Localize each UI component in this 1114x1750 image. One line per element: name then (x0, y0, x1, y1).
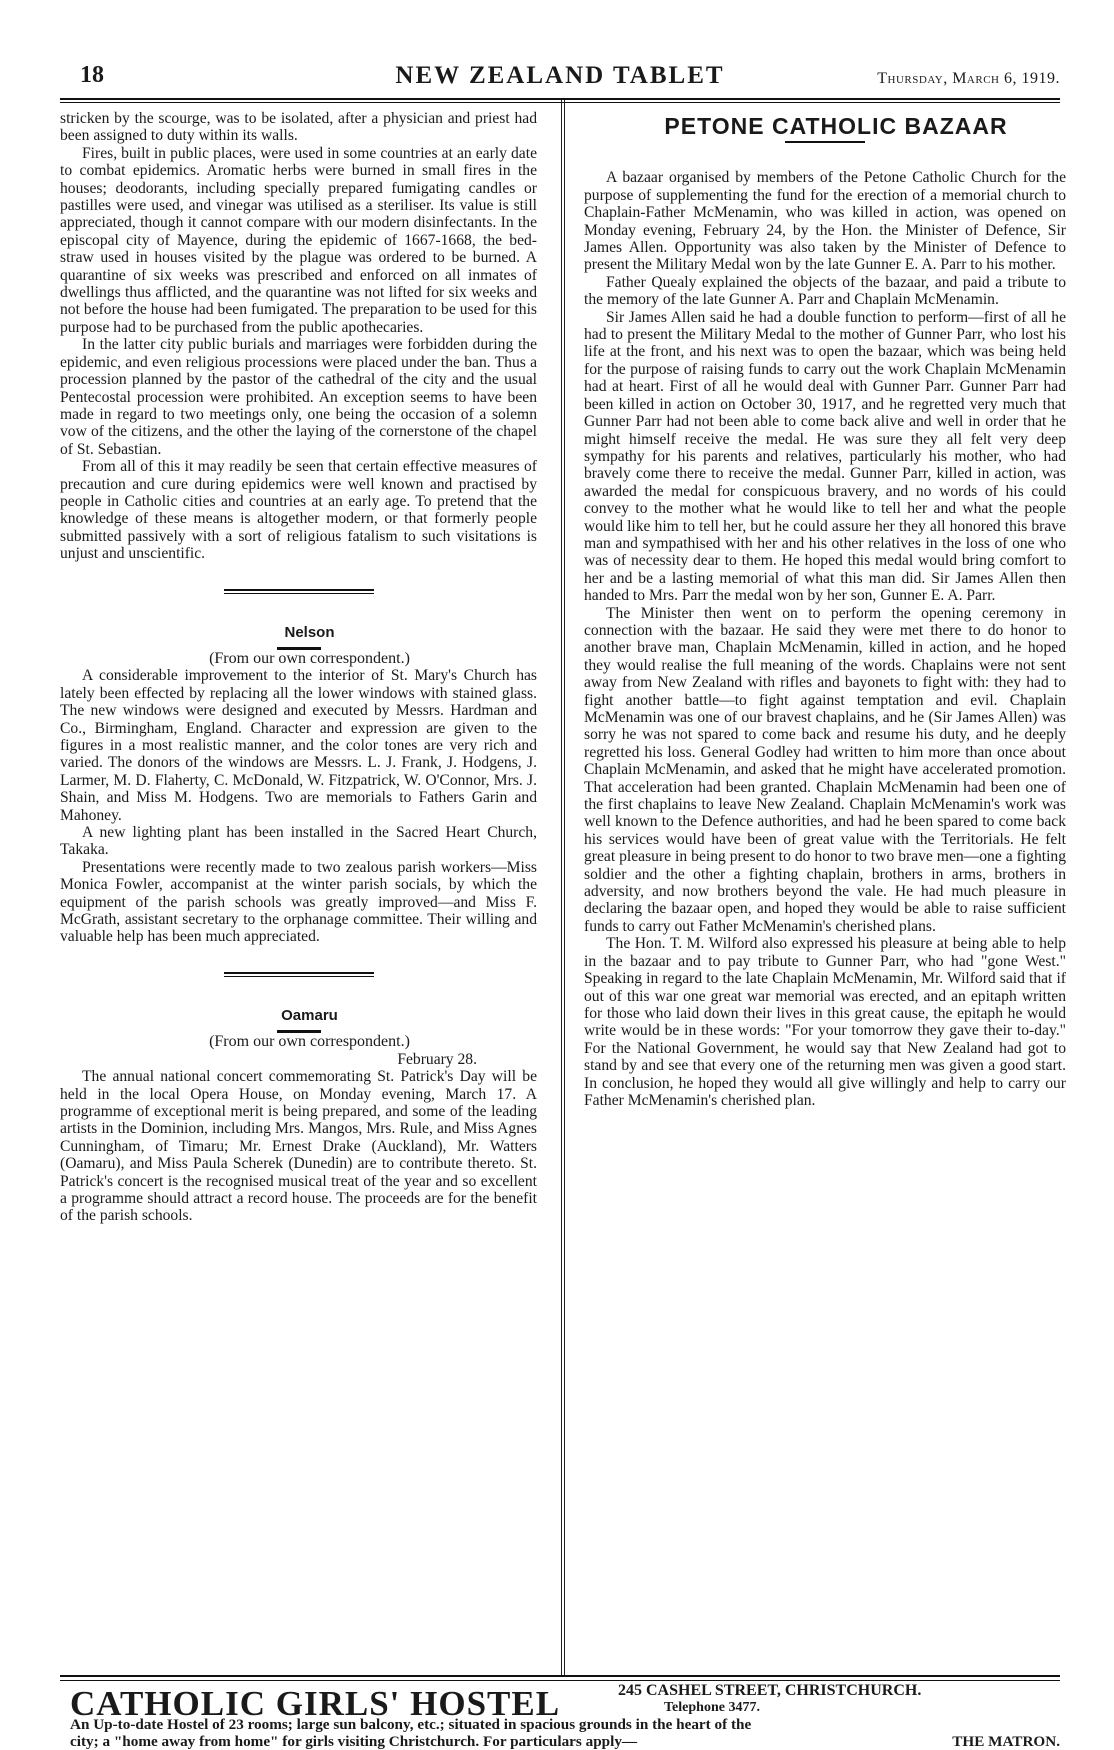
bazaar-paragraph: A bazaar organised by members of the Petone Catholic Church for the purpose of supplementing the fund for the erection of a memorial church to Chaplain-Father McMenamin, who was killed in action, was opened on Monday evening, February 24, by the Hon. the Minister of Defence, Sir James Allen. Opportunity was also taken by the Minister of Defence to present the Military Medal won by the late Gunner E. A. Parr to his mother. (584, 169, 1066, 274)
bazaar-paragraph: Father Quealy explained the objects of the bazaar, and paid a tribute to the memory of the late Gunner A. Parr and Chaplain McMenamin. (584, 273, 1066, 309)
article-paragraph: Fires, built in public places, were used in some countries at an early date to combat epidemics. Aromatic herbs were burned in small fires in the houses; deodorants, including specially prepared fumigating candles or pastilles were used, and vinegar was utilised as a steriliser. Its value is still appreciated, though it cannot compare with our modern disinfectants. In the episcopal city of Mayence, during the epidemic of 1667-1668, the bed-straw used in houses visited by the plague was ordered to be burned. A quarantine of six weeks was prescribed and enforced on all inmates of dwellings thus afflicted, and the quarantine was not lifted for six weeks and not before the house had been fumigated. The preparation to be used for this purpose had to be purchased from the public apothecaries. (60, 144, 537, 336)
bazaar-paragraph: Sir James Allen said he had a double function to perform—first of all he had to present the Military Medal to the mother of Gunner Parr, who lost his life at the front, and his next was to open the bazaar, which was being held for the purpose of raising funds to carry out the work Chaplain McMenamin had at heart. First of all he would deal with Gunner Parr. Gunner Parr had been killed in action on October 30, 1917, and he regretted very much that Gunner Parr had not been able to come back alive and well in order that he might himself receive the medal. He was sure they all felt very deep sympathy for his parents and relatives, particularly his mother, who had bravely come there to receive the medal. Gunner Parr, killed in action, was awarded the medal for conspicuous bravery, and no words of his could convey to the mother what he would like to tell her and what the people would like him to tell her, but he could assure her they all honored this brave man and sympathised with her and his other relatives in the loss of one who was of necessity dear to them. He hoped this medal would bring comfort to her and be a lasting memorial of what this man did. Sir James Allen then handed to Mrs. Parr the medal won by her son, Gunner E. A. Parr. (584, 308, 1066, 605)
nelson-paragraph: A considerable improvement to the interior of St. Mary's Church has lately been effected by replacing all the lower windows with stained glass. The new windows were designed and executed by Messrs. Hardman and Co., Birmingham, England. Character and expression are given to the figures in a most realistic manner, and the color tones are very rich and varied. The donors of the windows are Messrs. L. J. Frank, J. Hodgens, J. Larmer, M. D. Flaherty, C. McDonald, W. Fitzpatrick, W. O'Connor, Mrs. J. Shain, and Miss M. Hodgens. Two are memorials to Fathers Garin and Mahoney. (60, 667, 537, 824)
ad-address: 245 CASHEL STREET, CHRISTCHURCH. (618, 1682, 922, 1699)
footer-rule (60, 1675, 1060, 1677)
ad-telephone: Telephone 3477. (664, 1700, 760, 1715)
heading-rule (785, 141, 865, 143)
header-rule-thin (60, 102, 1060, 103)
nelson-correspondent: (From our own correspondent.) (209, 649, 410, 667)
masthead: NEW ZEALAND TABLET (395, 62, 725, 89)
nelson-paragraph: Presentations were recently made to two zealous parish workers—Miss Monica Fowler, accompanist at the winter parish socials, by which the equipment of the parish schools was greatly improved—and Miss F. McGrath, assistant secretary to the orphanage committee. Their willing and valuable help has been much appreciated. (60, 858, 537, 946)
bazaar-heading: PETONE CATHOLIC BAZAAR (664, 113, 1008, 139)
article-paragraph: stricken by the scourge, was to be isolated, after a physician and priest had been assigned to duty within its walls. (60, 110, 537, 145)
page-header (60, 62, 1060, 94)
article-paragraph: In the latter city public burials and marriages were forbidden during the epidemic, and even religious processions were placed under the ban. Thus a procession planned by the pastor of the cathedral of the city and the usual Pentecostal procession were prohibited. An exception seems to have been made in regard to two meetings only, one being the occasion of a solemn vow of the citizens, and the other the laying of the cornerstone of the chapel of St. Sebastian. (60, 336, 537, 458)
ad-body (70, 1716, 1060, 1750)
right-column (584, 113, 1066, 1109)
ad-title: CATHOLIC GIRLS' HOSTEL (70, 1684, 561, 1723)
section-separator (224, 589, 374, 594)
column-divider (561, 100, 562, 1675)
footer-rule-thin (60, 1680, 1060, 1681)
ad-contact: THE MATRON. (952, 1733, 1060, 1750)
nelson-paragraph: A new lighting plant has been installed in the Sacred Heart Church, Takaka. (60, 824, 537, 859)
dateline: Thursday, March 6, 1919. (877, 70, 1060, 87)
article-paragraph: From all of this it may readily be seen that certain effective measures of precaution and cure during epidemics were well known and practised by people in Catholic cities and countries at an early age. To pretend that the knowledge of these means is altogether modern, or that formerly people submitted passively with a sort of religious fatalism to such visitations is unjust and unscientific. (60, 458, 537, 563)
bazaar-paragraph: The Minister then went on to perform the opening ceremony in connection with the bazaar. He said they were met there to do honor to another brave man, Chaplain McMenamin, killed in action, and he hoped they would realise the full meaning of the words. Chaplains were not sent away from New Zealand with rifles and bayonets to fight with: they had to fight another battle—to fight against temptation and evil. Chaplain McMenamin was one of our bravest chaplains, and he (Sir James Allen) was sorry he was not spared to come back and resume his duty, and he deeply regretted his loss. General Godley had written to him more than once about Chaplain McMenamin, and asked that he might have accelerated promotion. That acceleration had been granted. Chaplain McMenamin had been one of the first chaplains to leave New Zealand. Chaplain McMenamin's work was well known to the Defence authorities, and had he been spared to come back his services would have been of great value with the Territorials. He felt great pleasure in being present to do honor to two brave men—one a fighting soldier and the other a fighting chaplain, brothers in arms, brothers in adversity, and now brothers beyond the vale. He had much pleasure in declaring the bazaar open, and hoped they would be able to raise sufficient funds to carry out Father McMenamin's cherished plans. (584, 604, 1066, 935)
section-separator (224, 972, 374, 977)
oamaru-heading: Oamaru (281, 1006, 338, 1024)
header-rule (60, 98, 1060, 100)
oamaru-date: February 28. (397, 1050, 477, 1068)
column-divider (564, 100, 565, 1675)
left-column (60, 110, 537, 1225)
oamaru-paragraph: The annual national concert commemorating St. Patrick's Day will be held in the local Opera House, on Monday evening, March 17. A programme of exceptional merit is being prepared, and some of the leading artists in the Dominion, including Mrs. Mangos, Mrs. Rule, and Miss Agnes Cunningham, of Timaru; Mr. Ernest Drake (Auckland), Mr. Watters (Oamaru), and Miss Paula Scherek (Dunedin) are to contribute thereto. St. Patrick's concert is the recognised musical treat of the year and so excellent a programme should attract a record house. The proceeds are for the benefit of the parish schools. (60, 1068, 537, 1225)
ad-line: An Up-to-date Hostel of 23 rooms; large sun balcony, etc.; situated in spacious grounds in the heart of the (70, 1716, 752, 1733)
page-number: 18 (80, 62, 104, 88)
ad-line (70, 1733, 1060, 1750)
bazaar-paragraph: The Hon. T. M. Wilford also expressed his pleasure at being able to help in the bazaar and to pay tribute to Gunner Parr, who had "gone West." Speaking in regard to the late Chaplain McMenamin, Mr. Wilford said that if out of this war one great war memorial was erected, and an epitaph written for those who laid down their lives in this great cause, the epitaph he would write would be in these words: "For your tomorrow they gave their to-day." For the National Government, he would say that New Zealand had got to stand by and see that every one of the returning men was given a good start. In conclusion, he hoped they would all give willingly and help to carry our Father McMenamin's cherished plan. (584, 935, 1066, 1109)
oamaru-correspondent: (From our own correspondent.) (209, 1033, 410, 1051)
nelson-heading: Nelson (284, 623, 335, 641)
ad-line-text: city; a "home away from home" for girls visiting Christchurch. For particulars apply— (70, 1733, 638, 1750)
